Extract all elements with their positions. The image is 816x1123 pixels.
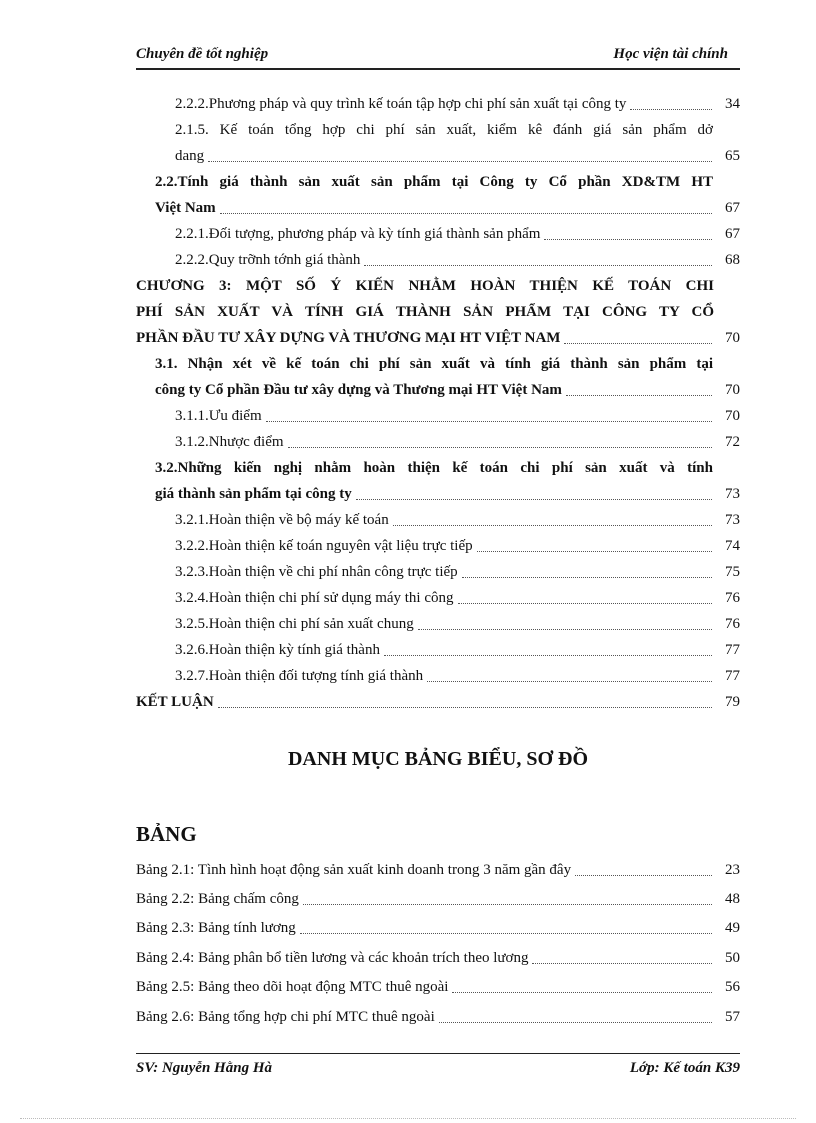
toc-entry: 3.1.1.Ưu điểm 70 bbox=[175, 408, 740, 424]
header-right: Học viện tài chính bbox=[613, 46, 728, 62]
page-header bbox=[136, 44, 740, 70]
footer-student: SV: Nguyễn Hằng Hà bbox=[136, 1060, 272, 1076]
table-entry: Bảng 2.4: Bảng phân bổ tiền lương và các khoản trích theo lương 50 bbox=[136, 950, 740, 966]
table-entry: Bảng 2.3: Bảng tính lương 49 bbox=[136, 920, 740, 936]
toc-entry: 3.2.4.Hoàn thiện chi phí sử dụng máy thi công 76 bbox=[175, 590, 740, 606]
toc-chapter-entry: CHƯƠNG 3: MỘT SỐ Ý KIẾN NHẰM HOÀN THIỆN KẾ TOÁN CHI PHÍ SẢN XUẤT VÀ TÍNH GIÁ THÀNH SẢN PHẨM TẠI CÔNG TY CỔ PHẦN ĐẦU TƯ XÂY DỰNG VÀ THƯƠNG MẠI HT VIỆT NAM 70 bbox=[136, 278, 740, 346]
toc-entry: 2.2.2.Quy trỡnh tớnh giá thành 68 bbox=[175, 252, 740, 268]
toc-entry: 2.2.2.Phương pháp và quy trình kế toán tập hợp chi phí sản xuất tại công ty 34 bbox=[175, 96, 740, 112]
tables-heading: BẢNG bbox=[136, 822, 197, 846]
toc-entry: 3.2.1.Hoàn thiện về bộ máy kế toán 73 bbox=[175, 512, 740, 528]
toc-entry: 3.2.2.Hoàn thiện kế toán nguyên vật liệu trực tiếp 74 bbox=[175, 538, 740, 554]
toc-entry: 2.2.1.Đối tượng, phương pháp và kỳ tính giá thành sản phẩm 67 bbox=[175, 226, 740, 242]
toc-entry: 3.2.Những kiến nghị nhằm hoàn thiện kế toán chi phí sản xuất và tính giá thành sản phẩm tại công ty 73 bbox=[155, 460, 740, 502]
toc-entry: 3.2.7.Hoàn thiện đối tượng tính giá thành 77 bbox=[175, 668, 740, 684]
table-entry: Bảng 2.2: Bảng chấm công 48 bbox=[136, 891, 740, 907]
toc-entry: 3.1.2.Nhược điểm 72 bbox=[175, 434, 740, 450]
header-left: Chuyên đề tốt nghiệp bbox=[136, 46, 269, 62]
toc-entry: KẾT LUẬN 79 bbox=[136, 694, 740, 710]
toc-entry: 3.1. Nhận xét về kế toán chi phí sản xuất và tính giá thành sản phẩm tại công ty Cổ phần Đầu tư xây dựng và Thương mại HT Việt Nam 70 bbox=[155, 356, 740, 398]
footer-class: Lớp: Kế toán K39 bbox=[629, 1060, 740, 1076]
toc-entry: 3.2.6.Hoàn thiện kỳ tính giá thành 77 bbox=[175, 642, 740, 658]
table-entry: Bảng 2.1: Tình hình hoạt động sản xuất kinh doanh trong 3 năm gần đây 23 bbox=[136, 862, 740, 878]
toc-entry: 2.2.Tính giá thành sản xuất sản phẩm tại Công ty Cổ phần XD&TM HT Việt Nam 67 bbox=[155, 174, 740, 216]
page-footer bbox=[136, 1053, 740, 1082]
table-entry: Bảng 2.6: Bảng tổng hợp chi phí MTC thuê ngoài 57 bbox=[136, 1009, 740, 1025]
page-bottom-divider bbox=[20, 1118, 796, 1119]
list-of-tables-title: DANH MỤC BẢNG BIỂU, SƠ ĐỒ bbox=[287, 748, 589, 770]
table-entry: Bảng 2.5: Bảng theo dõi hoạt động MTC thuê ngoài 56 bbox=[136, 979, 740, 995]
toc-entry: 2.1.5. Kế toán tổng hợp chi phí sản xuất, kiểm kê đánh giá sản phẩm dở dang 65 bbox=[175, 122, 740, 164]
toc-entry: 3.2.5.Hoàn thiện chi phí sản xuất chung 76 bbox=[175, 616, 740, 632]
toc-entry: 3.2.3.Hoàn thiện về chi phí nhân công trực tiếp 75 bbox=[175, 564, 740, 580]
